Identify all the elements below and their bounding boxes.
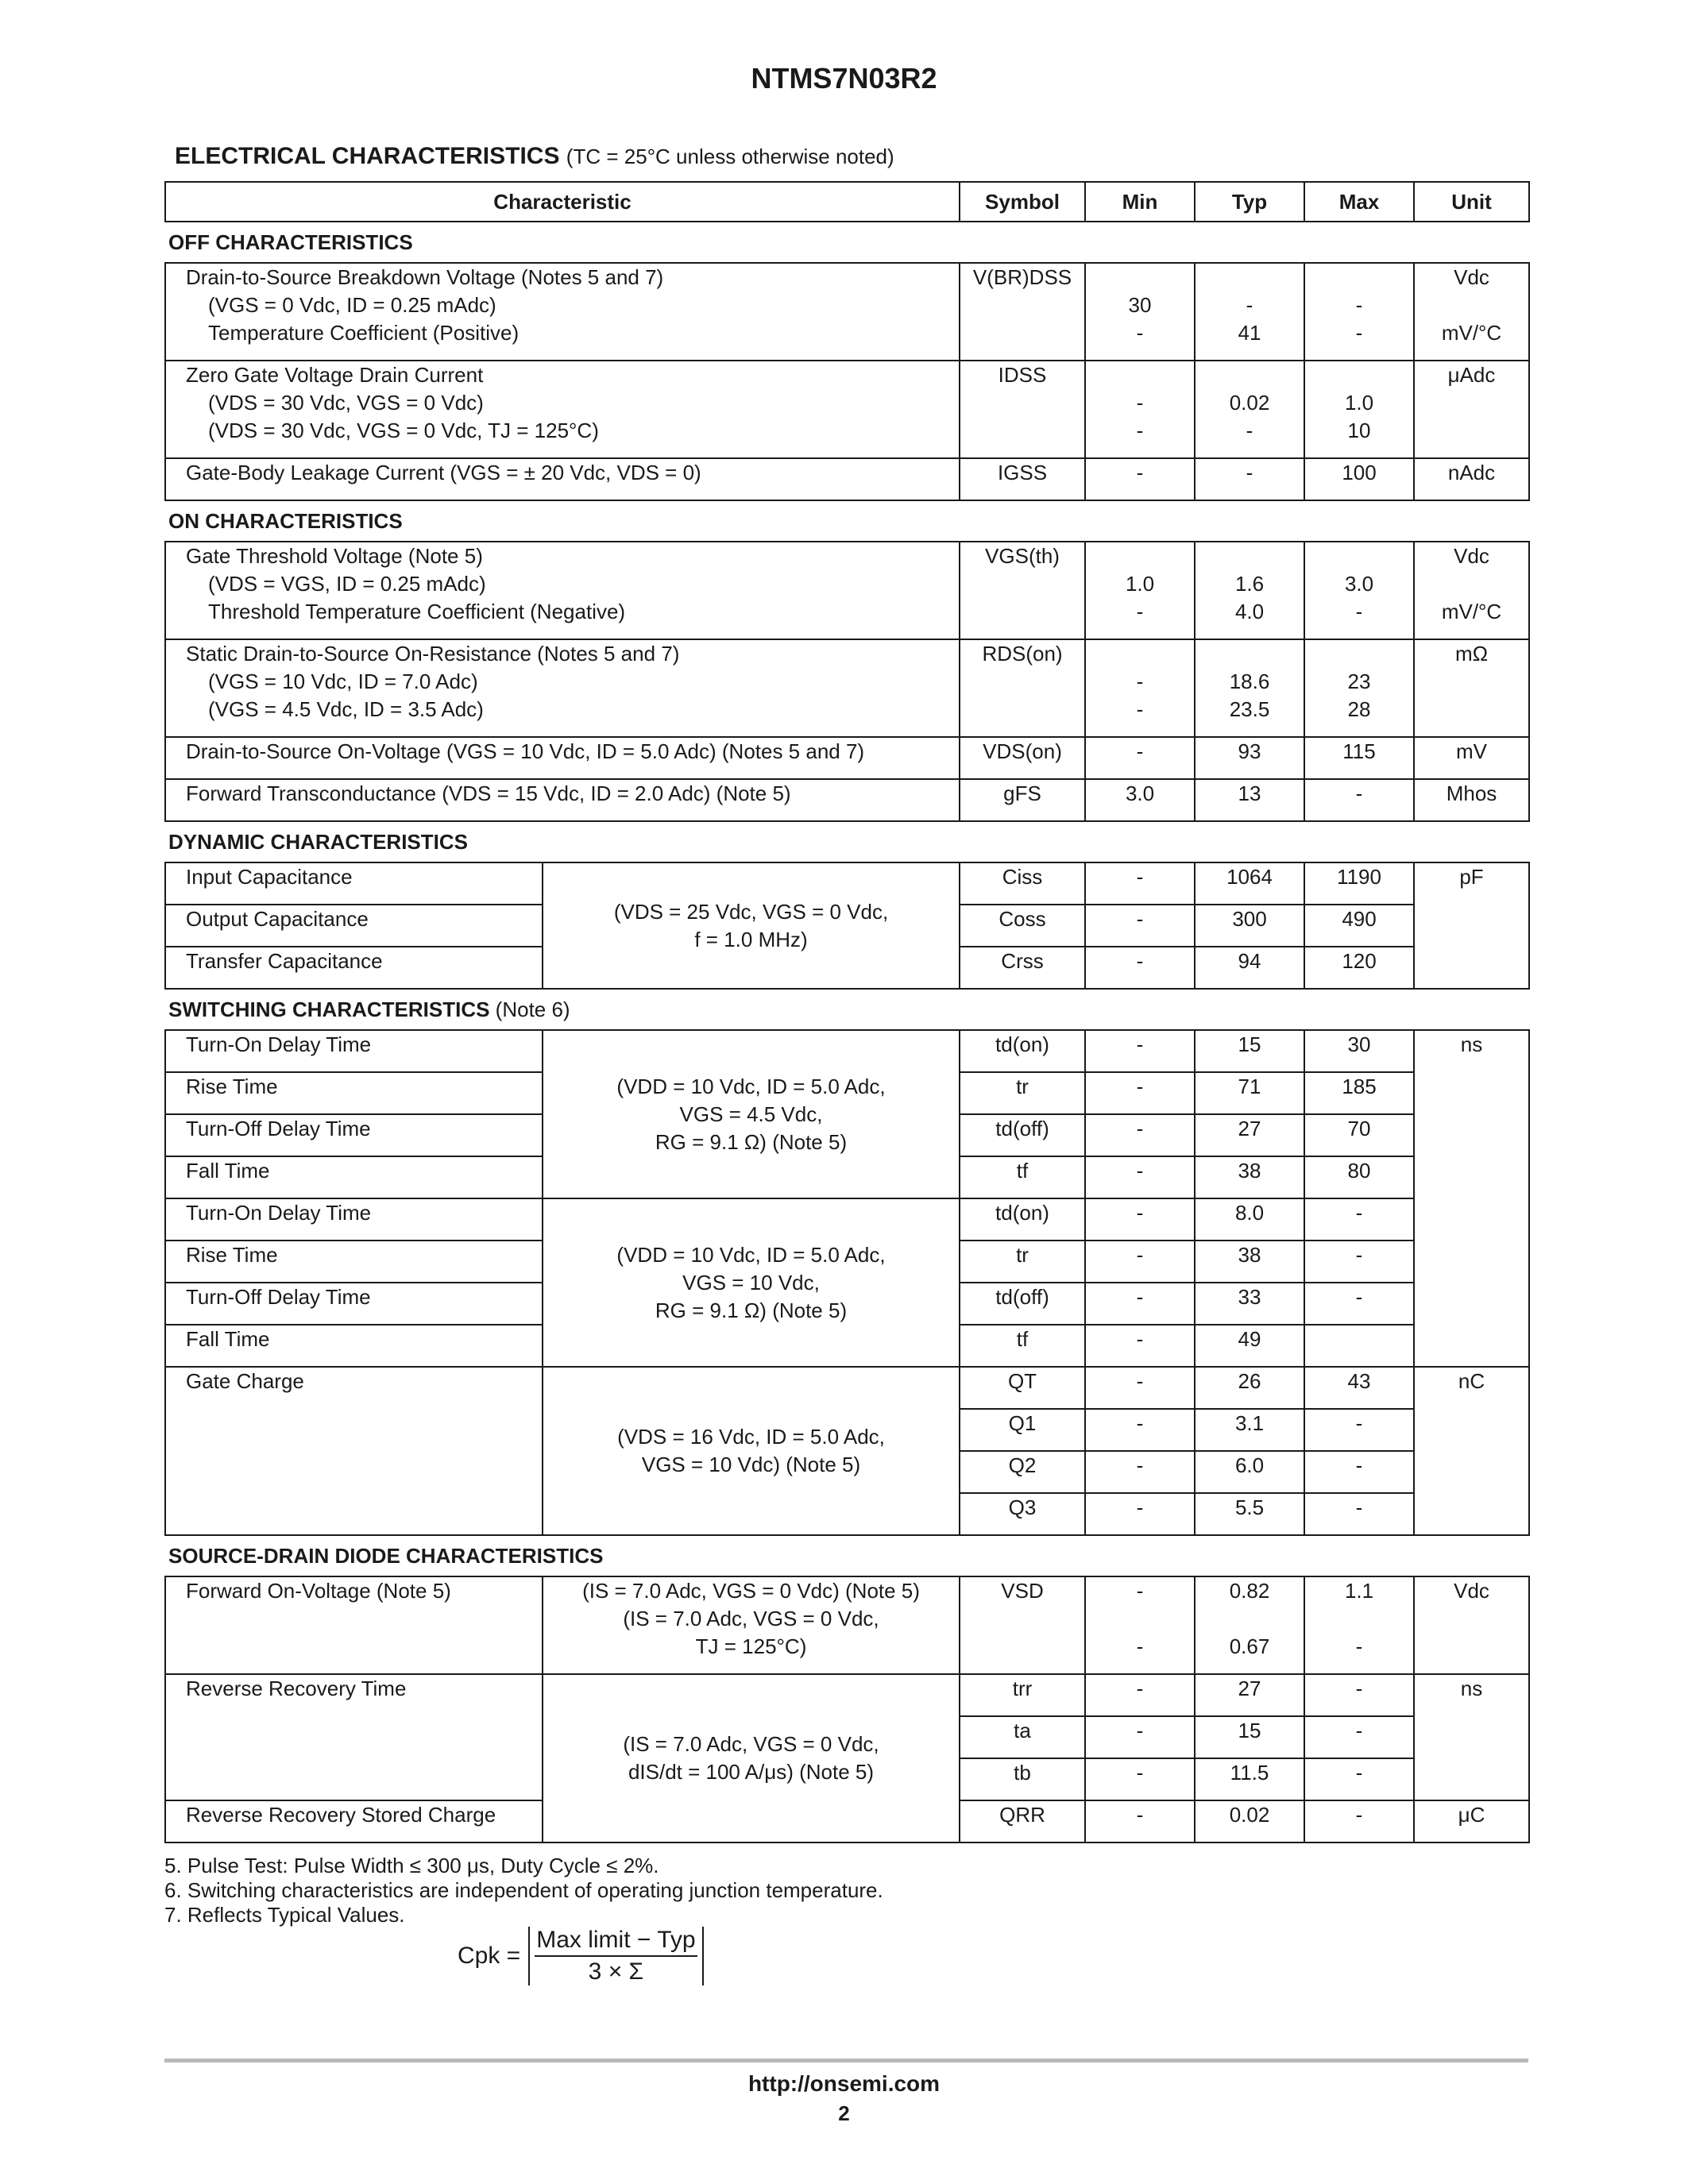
col-unit: Unit <box>1414 182 1529 222</box>
row-label: Zero Gate Voltage Drain Current <box>186 363 484 387</box>
table-header-row <box>165 182 1529 222</box>
table-row: Q1 - 3.1 - <box>165 1409 1529 1451</box>
section-off: OFF CHARACTERISTICS <box>165 222 1529 263</box>
footnote: 6. Switching characteristics are independent of operating junction temperature. <box>164 1878 883 1902</box>
formula-denominator: 3 × Σ <box>588 1958 644 1985</box>
section-switching: SWITCHING CHARACTERISTICS (Note 6) <box>165 989 1529 1030</box>
table-row: Gate-Body Leakage Current (VGS = ± 20 Vdc, VDS = 0) IGSS - - 100 nAdc <box>165 458 1529 500</box>
table-row: Gate Threshold Voltage (Note 5) (VDS = VGS, ID = 0.25 mAdc) Threshold Temperature Coefficient (Negative) VGS(th) 1.0 - 1.6 4.0 3.0 - Vdc mV/°C <box>165 542 1529 639</box>
table-row: Rise Time tr - 38 - <box>165 1241 1529 1283</box>
formula-lhs: Cpk = <box>458 1943 521 1969</box>
electrical-characteristics-table <box>164 181 1530 1843</box>
test-condition: (VDD = 10 Vdc, ID = 5.0 Adc, VGS = 4.5 Vdc, RG = 9.1 Ω) (Note 5) <box>543 1030 960 1198</box>
table-row: Input Capacitance (VDS = 25 Vdc, VGS = 0 Vdc, f = 1.0 MHz) Ciss - 1064 1190 pF <box>165 862 1529 905</box>
table-row: Rise Time tr - 71 185 <box>165 1072 1529 1114</box>
table-row: Forward On-Voltage (Note 5) (IS = 7.0 Adc, VGS = 0 Vdc) (Note 5) (IS = 7.0 Adc, VGS = 0 Vdc, TJ = 125°C) VSD - - 0.82 0.67 1.1 - Vdc <box>165 1576 1529 1674</box>
row-condition: (VGS = 0 Vdc, ID = 0.25 mAdc) <box>208 293 496 317</box>
footnotes <box>164 1854 883 1927</box>
table-row: Drain-to-Source Breakdown Voltage (Notes 5 and 7) (VGS = 0 Vdc, ID = 0.25 mAdc) Temperature Coefficient (Positive) V(BR)DSS 30 - - 41 - - Vdc mV/°C <box>165 263 1529 361</box>
row-label: Drain-to-Source Breakdown Voltage (Notes 5 and 7) <box>186 265 664 289</box>
table-row: Turn-Off Delay Time td(off) - 27 70 <box>165 1114 1529 1156</box>
table-row: Transfer Capacitance Crss - 94 120 <box>165 947 1529 989</box>
cpk-formula <box>458 1927 704 1985</box>
table-row: Reverse Recovery Time (IS = 7.0 Adc, VGS = 0 Vdc, dIS/dt = 100 A/μs) (Note 5) trr - 27 - ns <box>165 1674 1529 1716</box>
footnote: 7. Reflects Typical Values. <box>164 1903 405 1927</box>
page-number: 2 <box>838 2101 850 2125</box>
table-row: Static Drain-to-Source On-Resistance (Notes 5 and 7) (VGS = 10 Vdc, ID = 7.0 Adc) (VGS = 4.5 Vdc, ID = 3.5 Adc) RDS(on) - - 18.6 23.5 23 28 mΩ <box>165 639 1529 737</box>
table-row: Reverse Recovery Stored Charge QRR - 0.02 - μC <box>165 1800 1529 1843</box>
test-condition: (VDD = 10 Vdc, ID = 5.0 Adc, VGS = 10 Vdc, RG = 9.1 Ω) (Note 5) <box>543 1198 960 1367</box>
table-row: ta - 15 - <box>165 1716 1529 1758</box>
section-heading-title: ELECTRICAL CHARACTERISTICS <box>175 143 560 169</box>
footnote: 5. Pulse Test: Pulse Width ≤ 300 μs, Duty Cycle ≤ 2%. <box>164 1854 659 1877</box>
section-on: ON CHARACTERISTICS <box>165 500 1529 542</box>
col-min: Min <box>1085 182 1195 222</box>
table-row: Turn-On Delay Time (VDD = 10 Vdc, ID = 5.0 Adc, VGS = 4.5 Vdc, RG = 9.1 Ω) (Note 5) td(on) - 15 30 ns <box>165 1030 1529 1072</box>
section-dynamic: DYNAMIC CHARACTERISTICS <box>165 821 1529 862</box>
section-diode: SOURCE-DRAIN DIODE CHARACTERISTICS <box>165 1535 1529 1576</box>
test-condition: (IS = 7.0 Adc, VGS = 0 Vdc) (Note 5) (IS = 7.0 Adc, VGS = 0 Vdc, TJ = 125°C) <box>543 1576 960 1674</box>
table-row: Zero Gate Voltage Drain Current (VDS = 30 Vdc, VGS = 0 Vdc) (VDS = 30 Vdc, VGS = 0 Vdc, TJ = 125°C) IDSS - - 0.02 - 1.0 10 μAdc <box>165 361 1529 458</box>
table-row: Drain-to-Source On-Voltage (VGS = 10 Vdc, ID = 5.0 Adc) (Notes 5 and 7) VDS(on) - 93 115 mV <box>165 737 1529 779</box>
page-title: NTMS7N03R2 <box>751 62 937 95</box>
table-row: tb - 11.5 - <box>165 1758 1529 1800</box>
table-row: Output Capacitance Coss - 300 490 <box>165 905 1529 947</box>
symbol-cell: V(BR)DSS <box>960 263 1085 361</box>
table-row: Forward Transconductance (VDS = 15 Vdc, ID = 2.0 Adc) (Note 5) gFS 3.0 13 - Mhos <box>165 779 1529 821</box>
symbol-cell: IDSS <box>960 361 1085 458</box>
test-condition: (VDS = 16 Vdc, ID = 5.0 Adc, VGS = 10 Vdc) (Note 5) <box>543 1367 960 1535</box>
table-row: Turn-Off Delay Time td(off) - 33 - <box>165 1283 1529 1325</box>
table-row: Fall Time tf - 49 <box>165 1325 1529 1367</box>
table-row: Q3 - 5.5 - <box>165 1493 1529 1535</box>
footer-url[interactable]: http://onsemi.com <box>747 2071 941 2096</box>
row-sublabel: Temperature Coefficient (Positive) <box>208 321 520 345</box>
table-row: Turn-On Delay Time (VDD = 10 Vdc, ID = 5.0 Adc, VGS = 10 Vdc, RG = 9.1 Ω) (Note 5) td(on) - 8.0 - <box>165 1198 1529 1241</box>
table-row: Q2 - 6.0 - <box>165 1451 1529 1493</box>
formula-numerator: Max limit − Typ <box>535 1927 697 1957</box>
test-condition: (VDS = 25 Vdc, VGS = 0 Vdc, f = 1.0 MHz) <box>543 862 960 989</box>
col-characteristic: Characteristic <box>165 182 960 222</box>
col-typ: Typ <box>1195 182 1304 222</box>
section-heading-condition: (TC = 25°C unless otherwise noted) <box>566 145 894 168</box>
footer-divider <box>164 2059 1528 2062</box>
col-symbol: Symbol <box>960 182 1085 222</box>
section-heading <box>175 143 894 170</box>
formula-fraction <box>528 1927 703 1985</box>
table-row: Fall Time tf - 38 80 <box>165 1156 1529 1198</box>
test-condition: (IS = 7.0 Adc, VGS = 0 Vdc, dIS/dt = 100 A/μs) (Note 5) <box>543 1674 960 1843</box>
col-max: Max <box>1304 182 1414 222</box>
table-row: Gate Charge (VDS = 16 Vdc, ID = 5.0 Adc, VGS = 10 Vdc) (Note 5) QT - 26 43 nC <box>165 1367 1529 1409</box>
